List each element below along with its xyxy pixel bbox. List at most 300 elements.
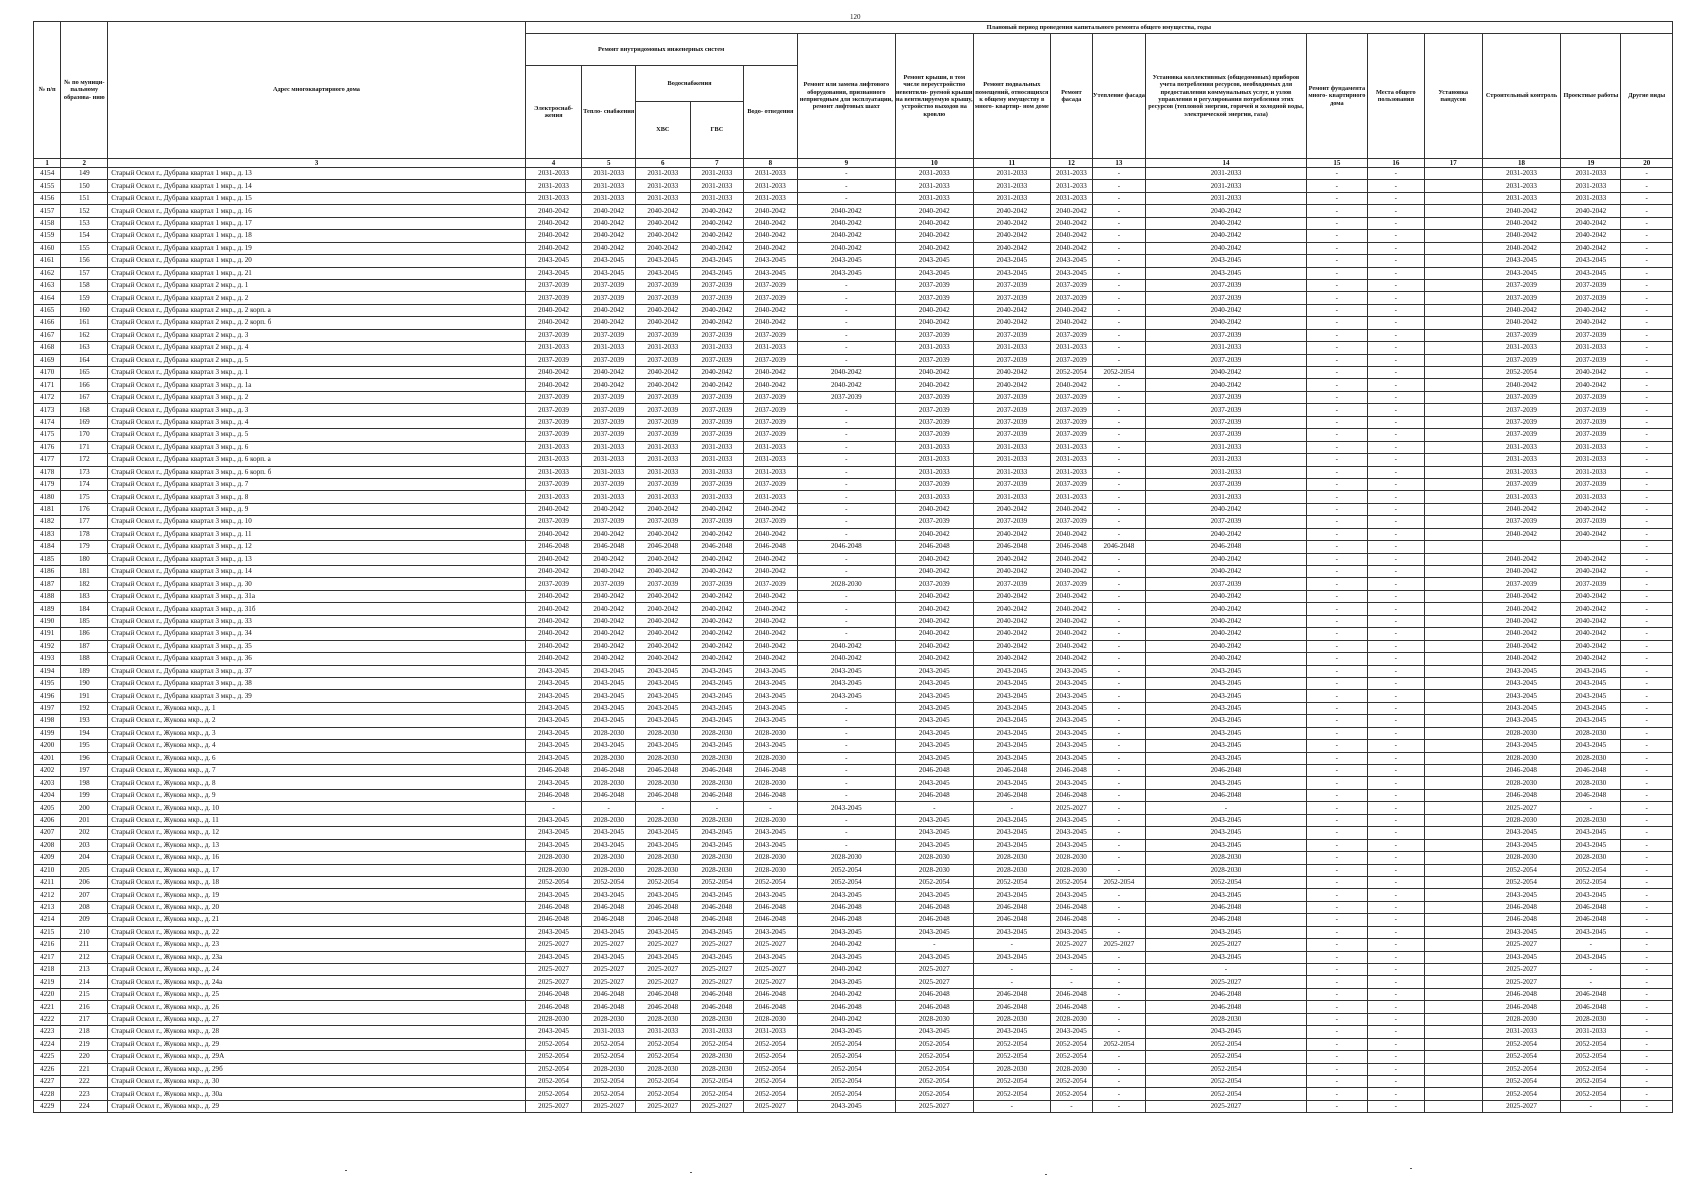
period-cell: - bbox=[797, 478, 895, 490]
period-cell: 2043-2045 bbox=[1561, 715, 1621, 727]
period-cell: 2037-2039 bbox=[896, 416, 974, 428]
period-cell: 2031-2033 bbox=[744, 466, 798, 478]
period-cell: 2025-2027 bbox=[744, 939, 798, 951]
index-cell: 188 bbox=[61, 653, 108, 665]
header-cold-water: ХВС bbox=[635, 102, 690, 159]
period-cell: 2046-2048 bbox=[1146, 988, 1307, 1000]
header-ramps: Установка пандусов bbox=[1424, 34, 1482, 159]
index-cell: 4185 bbox=[34, 553, 61, 565]
period-cell bbox=[1424, 230, 1482, 242]
index-cell: 4156 bbox=[34, 192, 61, 204]
period-cell: 2043-2045 bbox=[797, 1026, 895, 1038]
period-cell: 2052-2054 bbox=[1482, 876, 1561, 888]
period-cell: - bbox=[1092, 628, 1146, 640]
table-row bbox=[34, 964, 1673, 976]
address-cell: Старый Оскол г., Дубрава квартал 2 мкр., д. 2 корп. а bbox=[108, 304, 525, 316]
period-cell bbox=[1424, 342, 1482, 354]
address-cell: Старый Оскол г., Жукова мкр., д. 29 bbox=[108, 1100, 525, 1112]
table-row bbox=[34, 466, 1673, 478]
period-cell: - bbox=[973, 802, 1051, 814]
period-cell bbox=[1424, 416, 1482, 428]
table-row bbox=[34, 740, 1673, 752]
period-cell: 2040-2042 bbox=[797, 1013, 895, 1025]
period-cell: 2040-2042 bbox=[635, 205, 690, 217]
period-cell: 2043-2045 bbox=[635, 827, 690, 839]
period-cell: - bbox=[1621, 889, 1673, 901]
index-cell: 218 bbox=[61, 1026, 108, 1038]
column-number: 19 bbox=[1561, 159, 1621, 168]
period-cell: - bbox=[1092, 864, 1146, 876]
table-row bbox=[34, 267, 1673, 279]
period-cell: - bbox=[1092, 765, 1146, 777]
period-cell: 2043-2045 bbox=[1561, 889, 1621, 901]
index-cell: 205 bbox=[61, 864, 108, 876]
period-cell: - bbox=[1621, 217, 1673, 229]
period-cell: - bbox=[1621, 516, 1673, 528]
period-cell: 2043-2045 bbox=[635, 926, 690, 938]
period-cell: 2043-2045 bbox=[1051, 777, 1093, 789]
period-cell: 2028-2030 bbox=[635, 852, 690, 864]
address-cell: Старый Оскол г., Дубрава квартал 3 мкр., д. 3 bbox=[108, 404, 525, 416]
period-cell: 2025-2027 bbox=[525, 964, 582, 976]
period-cell: - bbox=[1092, 267, 1146, 279]
period-cell: 2043-2045 bbox=[1561, 926, 1621, 938]
period-cell: 2040-2042 bbox=[635, 653, 690, 665]
period-cell: 2040-2042 bbox=[1146, 230, 1307, 242]
period-cell: 2043-2045 bbox=[797, 926, 895, 938]
period-cell: 2037-2039 bbox=[1482, 279, 1561, 291]
period-cell: - bbox=[973, 939, 1051, 951]
period-cell: 2037-2039 bbox=[690, 279, 744, 291]
period-cell: 2052-2054 bbox=[973, 876, 1051, 888]
period-cell: 2028-2030 bbox=[744, 814, 798, 826]
period-cell: - bbox=[1621, 964, 1673, 976]
table-row bbox=[34, 901, 1673, 913]
index-cell: 198 bbox=[61, 777, 108, 789]
period-cell: - bbox=[1367, 416, 1424, 428]
period-cell: - bbox=[1306, 503, 1367, 515]
period-cell: - bbox=[1092, 441, 1146, 453]
period-cell: 2040-2042 bbox=[1482, 653, 1561, 665]
period-cell: 2028-2030 bbox=[1561, 752, 1621, 764]
period-cell: - bbox=[1621, 454, 1673, 466]
period-cell: 2043-2045 bbox=[635, 677, 690, 689]
period-cell: - bbox=[1092, 603, 1146, 615]
period-cell: - bbox=[1621, 578, 1673, 590]
period-cell: 2046-2048 bbox=[896, 988, 974, 1000]
period-cell: 2052-2054 bbox=[1482, 1063, 1561, 1075]
period-cell: 2040-2042 bbox=[1561, 590, 1621, 602]
period-cell: - bbox=[1621, 292, 1673, 304]
period-cell: 2037-2039 bbox=[690, 516, 744, 528]
period-cell: 2040-2042 bbox=[690, 379, 744, 391]
period-cell: 2037-2039 bbox=[582, 329, 636, 341]
period-cell: 2046-2048 bbox=[744, 765, 798, 777]
period-cell: 2040-2042 bbox=[690, 367, 744, 379]
period-cell: - bbox=[1621, 765, 1673, 777]
period-cell: 2043-2045 bbox=[973, 702, 1051, 714]
period-cell: 2052-2054 bbox=[525, 1063, 582, 1075]
period-cell: - bbox=[1092, 640, 1146, 652]
period-cell: - bbox=[1092, 168, 1146, 180]
period-cell: 2037-2039 bbox=[690, 478, 744, 490]
table-row bbox=[34, 168, 1673, 180]
period-cell: 2040-2042 bbox=[896, 640, 974, 652]
index-cell: 4165 bbox=[34, 304, 61, 316]
period-cell: 2037-2039 bbox=[525, 416, 582, 428]
table-header bbox=[34, 22, 1673, 168]
period-cell: 2040-2042 bbox=[896, 304, 974, 316]
period-cell: 2040-2042 bbox=[973, 615, 1051, 627]
index-cell: 170 bbox=[61, 429, 108, 441]
period-cell: 2043-2045 bbox=[1561, 677, 1621, 689]
period-cell: - bbox=[1306, 255, 1367, 267]
period-cell: 2037-2039 bbox=[1146, 578, 1307, 590]
index-cell: 199 bbox=[61, 789, 108, 801]
index-cell: 172 bbox=[61, 454, 108, 466]
period-cell: - bbox=[1367, 590, 1424, 602]
index-cell: 167 bbox=[61, 391, 108, 403]
period-cell: - bbox=[1367, 466, 1424, 478]
period-cell: - bbox=[1621, 342, 1673, 354]
period-cell: - bbox=[797, 466, 895, 478]
period-cell: 2046-2048 bbox=[744, 901, 798, 913]
period-cell: 2031-2033 bbox=[1146, 441, 1307, 453]
period-cell: 2040-2042 bbox=[1482, 205, 1561, 217]
period-cell: 2037-2039 bbox=[582, 391, 636, 403]
index-cell: 208 bbox=[61, 901, 108, 913]
column-number: 1 bbox=[34, 159, 61, 168]
period-cell: - bbox=[1621, 653, 1673, 665]
index-cell: 4225 bbox=[34, 1051, 61, 1063]
period-cell: 2028-2030 bbox=[690, 1063, 744, 1075]
period-cell: 2043-2045 bbox=[896, 267, 974, 279]
period-cell: - bbox=[1367, 727, 1424, 739]
period-cell: 2043-2045 bbox=[1051, 926, 1093, 938]
table-body bbox=[34, 168, 1673, 1113]
period-cell: 2052-2054 bbox=[582, 876, 636, 888]
index-cell: 4223 bbox=[34, 1026, 61, 1038]
period-cell: - bbox=[1367, 503, 1424, 515]
period-cell: 2037-2039 bbox=[1482, 578, 1561, 590]
period-cell: - bbox=[1306, 901, 1367, 913]
period-cell: 2043-2045 bbox=[797, 802, 895, 814]
index-cell: 206 bbox=[61, 876, 108, 888]
index-cell: 213 bbox=[61, 964, 108, 976]
period-cell: 2052-2054 bbox=[797, 864, 895, 876]
period-cell: 2046-2048 bbox=[1092, 541, 1146, 553]
index-cell: 4219 bbox=[34, 976, 61, 988]
index-cell: 219 bbox=[61, 1038, 108, 1050]
period-cell: - bbox=[1621, 180, 1673, 192]
period-cell: 2040-2042 bbox=[797, 230, 895, 242]
period-cell: - bbox=[1092, 329, 1146, 341]
period-cell: 2043-2045 bbox=[1051, 702, 1093, 714]
index-cell: 4166 bbox=[34, 317, 61, 329]
period-cell: 2040-2042 bbox=[690, 590, 744, 602]
period-cell: 2031-2033 bbox=[635, 454, 690, 466]
period-cell: - bbox=[1367, 1013, 1424, 1025]
period-cell bbox=[1424, 1013, 1482, 1025]
table-row bbox=[34, 590, 1673, 602]
period-cell bbox=[1424, 603, 1482, 615]
table-row bbox=[34, 852, 1673, 864]
index-cell: 4215 bbox=[34, 926, 61, 938]
period-cell: 2040-2042 bbox=[582, 304, 636, 316]
period-cell: - bbox=[1621, 901, 1673, 913]
period-cell: 2031-2033 bbox=[582, 441, 636, 453]
period-cell: 2037-2039 bbox=[1146, 279, 1307, 291]
period-cell: 2046-2048 bbox=[690, 914, 744, 926]
period-cell: 2043-2045 bbox=[1051, 814, 1093, 826]
period-cell: - bbox=[1621, 603, 1673, 615]
period-cell: 2040-2042 bbox=[797, 640, 895, 652]
period-cell: - bbox=[1621, 242, 1673, 254]
period-cell: 2037-2039 bbox=[582, 478, 636, 490]
period-cell: 2040-2042 bbox=[635, 379, 690, 391]
period-cell: 2040-2042 bbox=[896, 205, 974, 217]
scan-speck bbox=[345, 1170, 347, 1171]
period-cell bbox=[1424, 553, 1482, 565]
period-cell: 2043-2045 bbox=[690, 839, 744, 851]
index-cell: 4211 bbox=[34, 876, 61, 888]
address-cell: Старый Оскол г., Дубрава квартал 3 мкр., д. 7 bbox=[108, 478, 525, 490]
page-number: 120 bbox=[850, 13, 861, 21]
period-cell: 2046-2048 bbox=[744, 1001, 798, 1013]
period-cell: 2052-2054 bbox=[1482, 864, 1561, 876]
address-cell: Старый Оскол г., Жукова мкр., д. 18 bbox=[108, 876, 525, 888]
column-number: 4 bbox=[525, 159, 582, 168]
address-cell: Старый Оскол г., Дубрава квартал 3 мкр., д. 34 bbox=[108, 628, 525, 640]
index-cell: 4229 bbox=[34, 1100, 61, 1112]
period-cell: 2031-2033 bbox=[1482, 168, 1561, 180]
period-cell: - bbox=[1092, 342, 1146, 354]
period-cell: 2040-2042 bbox=[744, 367, 798, 379]
period-cell: 2025-2027 bbox=[1092, 939, 1146, 951]
period-cell bbox=[1424, 901, 1482, 913]
period-cell: - bbox=[1092, 454, 1146, 466]
period-cell: 2052-2054 bbox=[1146, 1063, 1307, 1075]
period-cell bbox=[1424, 964, 1482, 976]
period-cell bbox=[1424, 839, 1482, 851]
period-cell: 2040-2042 bbox=[1561, 503, 1621, 515]
period-cell: - bbox=[1367, 964, 1424, 976]
period-cell: - bbox=[1306, 279, 1367, 291]
period-cell: - bbox=[582, 802, 636, 814]
column-number: 12 bbox=[1051, 159, 1093, 168]
period-cell: 2025-2027 bbox=[1146, 1100, 1307, 1112]
period-cell bbox=[1424, 615, 1482, 627]
period-cell: 2025-2027 bbox=[1051, 802, 1093, 814]
period-cell: 2028-2030 bbox=[1482, 727, 1561, 739]
period-cell: 2043-2045 bbox=[1146, 827, 1307, 839]
period-cell: 2040-2042 bbox=[896, 566, 974, 578]
period-cell: - bbox=[1367, 1026, 1424, 1038]
index-cell: 4224 bbox=[34, 1038, 61, 1050]
period-cell: 2037-2039 bbox=[1482, 404, 1561, 416]
column-number: 3 bbox=[108, 159, 525, 168]
table-row bbox=[34, 839, 1673, 851]
period-cell: - bbox=[1621, 503, 1673, 515]
period-cell: 2043-2045 bbox=[1146, 1026, 1307, 1038]
period-cell bbox=[1424, 752, 1482, 764]
index-cell: 4193 bbox=[34, 653, 61, 665]
address-cell: Старый Оскол г., Жукова мкр., д. 3 bbox=[108, 727, 525, 739]
period-cell: 2043-2045 bbox=[1561, 665, 1621, 677]
period-cell: 2040-2042 bbox=[1146, 205, 1307, 217]
period-cell: 2040-2042 bbox=[525, 590, 582, 602]
index-cell: 176 bbox=[61, 503, 108, 515]
period-cell: 2040-2042 bbox=[582, 590, 636, 602]
period-cell: 2043-2045 bbox=[896, 752, 974, 764]
address-cell: Старый Оскол г., Дубрава квартал 3 мкр., д. 35 bbox=[108, 640, 525, 652]
period-cell: 2037-2039 bbox=[1561, 404, 1621, 416]
address-cell: Старый Оскол г., Дубрава квартал 1 мкр., д. 20 bbox=[108, 255, 525, 267]
index-cell: 4172 bbox=[34, 391, 61, 403]
period-cell: 2025-2027 bbox=[635, 1100, 690, 1112]
period-cell: 2037-2039 bbox=[973, 292, 1051, 304]
period-cell: 2028-2030 bbox=[635, 777, 690, 789]
period-cell: 2031-2033 bbox=[525, 441, 582, 453]
table-row bbox=[34, 939, 1673, 951]
period-cell: 2040-2042 bbox=[690, 503, 744, 515]
period-cell bbox=[1424, 827, 1482, 839]
period-cell bbox=[1424, 715, 1482, 727]
period-cell: - bbox=[1367, 777, 1424, 789]
period-cell: 2037-2039 bbox=[1146, 391, 1307, 403]
table-row bbox=[34, 665, 1673, 677]
period-cell: 2028-2030 bbox=[1561, 814, 1621, 826]
period-cell: 2043-2045 bbox=[635, 715, 690, 727]
period-cell: - bbox=[797, 279, 895, 291]
table-row bbox=[34, 765, 1673, 777]
scan-speck bbox=[1045, 1174, 1047, 1175]
period-cell: 2052-2054 bbox=[1146, 1051, 1307, 1063]
period-cell: 2028-2030 bbox=[973, 1063, 1051, 1075]
period-cell bbox=[1424, 491, 1482, 503]
period-cell: 2028-2030 bbox=[690, 1051, 744, 1063]
period-cell: 2052-2054 bbox=[896, 876, 974, 888]
period-cell: 2046-2048 bbox=[1561, 789, 1621, 801]
period-cell: 2031-2033 bbox=[973, 168, 1051, 180]
period-cell: 2043-2045 bbox=[744, 702, 798, 714]
period-cell: 2043-2045 bbox=[797, 1100, 895, 1112]
period-cell: 2040-2042 bbox=[797, 242, 895, 254]
period-cell: - bbox=[1621, 876, 1673, 888]
period-cell bbox=[1424, 391, 1482, 403]
period-cell: - bbox=[1306, 1013, 1367, 1025]
period-cell: - bbox=[1306, 1075, 1367, 1087]
period-cell: 2043-2045 bbox=[525, 839, 582, 851]
period-cell: 2040-2042 bbox=[1051, 217, 1093, 229]
period-cell: 2040-2042 bbox=[582, 230, 636, 242]
period-cell: 2043-2045 bbox=[635, 740, 690, 752]
period-cell: 2031-2033 bbox=[690, 180, 744, 192]
period-cell: 2031-2033 bbox=[635, 1026, 690, 1038]
period-cell: 2031-2033 bbox=[582, 1026, 636, 1038]
period-cell: 2040-2042 bbox=[744, 590, 798, 602]
period-cell: 2040-2042 bbox=[1561, 205, 1621, 217]
period-cell: 2043-2045 bbox=[744, 690, 798, 702]
period-cell: - bbox=[1306, 180, 1367, 192]
period-cell: 2046-2048 bbox=[582, 789, 636, 801]
period-cell: 2028-2030 bbox=[635, 727, 690, 739]
period-cell: 2037-2039 bbox=[635, 516, 690, 528]
period-cell: - bbox=[1367, 242, 1424, 254]
period-cell: - bbox=[1621, 1088, 1673, 1100]
index-cell: 202 bbox=[61, 827, 108, 839]
period-cell: 2031-2033 bbox=[1051, 491, 1093, 503]
period-cell bbox=[1424, 640, 1482, 652]
period-cell: 2040-2042 bbox=[635, 304, 690, 316]
period-cell: 2037-2039 bbox=[744, 404, 798, 416]
index-cell: 4177 bbox=[34, 454, 61, 466]
period-cell: 2037-2039 bbox=[1146, 404, 1307, 416]
period-cell: - bbox=[1621, 640, 1673, 652]
period-cell: 2025-2027 bbox=[1146, 939, 1307, 951]
period-cell: - bbox=[797, 603, 895, 615]
period-cell: 2031-2033 bbox=[582, 168, 636, 180]
period-cell: 2052-2054 bbox=[582, 1051, 636, 1063]
address-cell: Старый Оскол г., Дубрава квартал 3 мкр., д. 31а bbox=[108, 590, 525, 602]
period-cell: 2040-2042 bbox=[635, 628, 690, 640]
period-cell: 2043-2045 bbox=[525, 715, 582, 727]
table-row bbox=[34, 603, 1673, 615]
period-cell: 2031-2033 bbox=[1051, 168, 1093, 180]
period-cell: 2037-2039 bbox=[744, 279, 798, 291]
period-cell: - bbox=[1306, 802, 1367, 814]
period-cell: 2040-2042 bbox=[744, 603, 798, 615]
period-cell: - bbox=[1092, 988, 1146, 1000]
period-cell: 2031-2033 bbox=[973, 180, 1051, 192]
period-cell: 2052-2054 bbox=[1146, 1088, 1307, 1100]
period-cell: - bbox=[797, 566, 895, 578]
period-cell: 2046-2048 bbox=[1482, 901, 1561, 913]
address-cell: Старый Оскол г., Жукова мкр., д. 21 bbox=[108, 914, 525, 926]
period-cell: - bbox=[1306, 765, 1367, 777]
period-cell: 2046-2048 bbox=[1146, 541, 1307, 553]
period-cell: 2046-2048 bbox=[690, 1001, 744, 1013]
period-cell: 2043-2045 bbox=[690, 827, 744, 839]
period-cell: 2037-2039 bbox=[1482, 354, 1561, 366]
period-cell: 2040-2042 bbox=[1561, 242, 1621, 254]
address-cell: Старый Оскол г., Дубрава квартал 3 мкр., д. 39 bbox=[108, 690, 525, 702]
period-cell: 2052-2054 bbox=[1146, 876, 1307, 888]
period-cell: 2040-2042 bbox=[1482, 590, 1561, 602]
period-cell: 2043-2045 bbox=[1146, 839, 1307, 851]
address-cell: Старый Оскол г., Жукова мкр., д. 30а bbox=[108, 1088, 525, 1100]
period-cell: 2040-2042 bbox=[582, 628, 636, 640]
period-cell: - bbox=[1306, 702, 1367, 714]
period-cell: - bbox=[1621, 379, 1673, 391]
period-cell: - bbox=[1367, 889, 1424, 901]
period-cell: 2043-2045 bbox=[1146, 702, 1307, 714]
period-cell: 2052-2054 bbox=[1051, 876, 1093, 888]
period-cell: 2031-2033 bbox=[582, 192, 636, 204]
period-cell: - bbox=[1306, 192, 1367, 204]
period-cell: 2040-2042 bbox=[973, 242, 1051, 254]
period-cell: 2028-2030 bbox=[1051, 1063, 1093, 1075]
period-cell: - bbox=[797, 454, 895, 466]
period-cell: 2040-2042 bbox=[973, 304, 1051, 316]
period-cell: - bbox=[1092, 653, 1146, 665]
period-cell: - bbox=[1306, 367, 1367, 379]
table-row bbox=[34, 1100, 1673, 1112]
address-cell: Старый Оскол г., Жукова мкр., д. 17 bbox=[108, 864, 525, 876]
period-cell: 2040-2042 bbox=[525, 317, 582, 329]
period-cell: 2043-2045 bbox=[1146, 715, 1307, 727]
period-cell: - bbox=[1621, 279, 1673, 291]
